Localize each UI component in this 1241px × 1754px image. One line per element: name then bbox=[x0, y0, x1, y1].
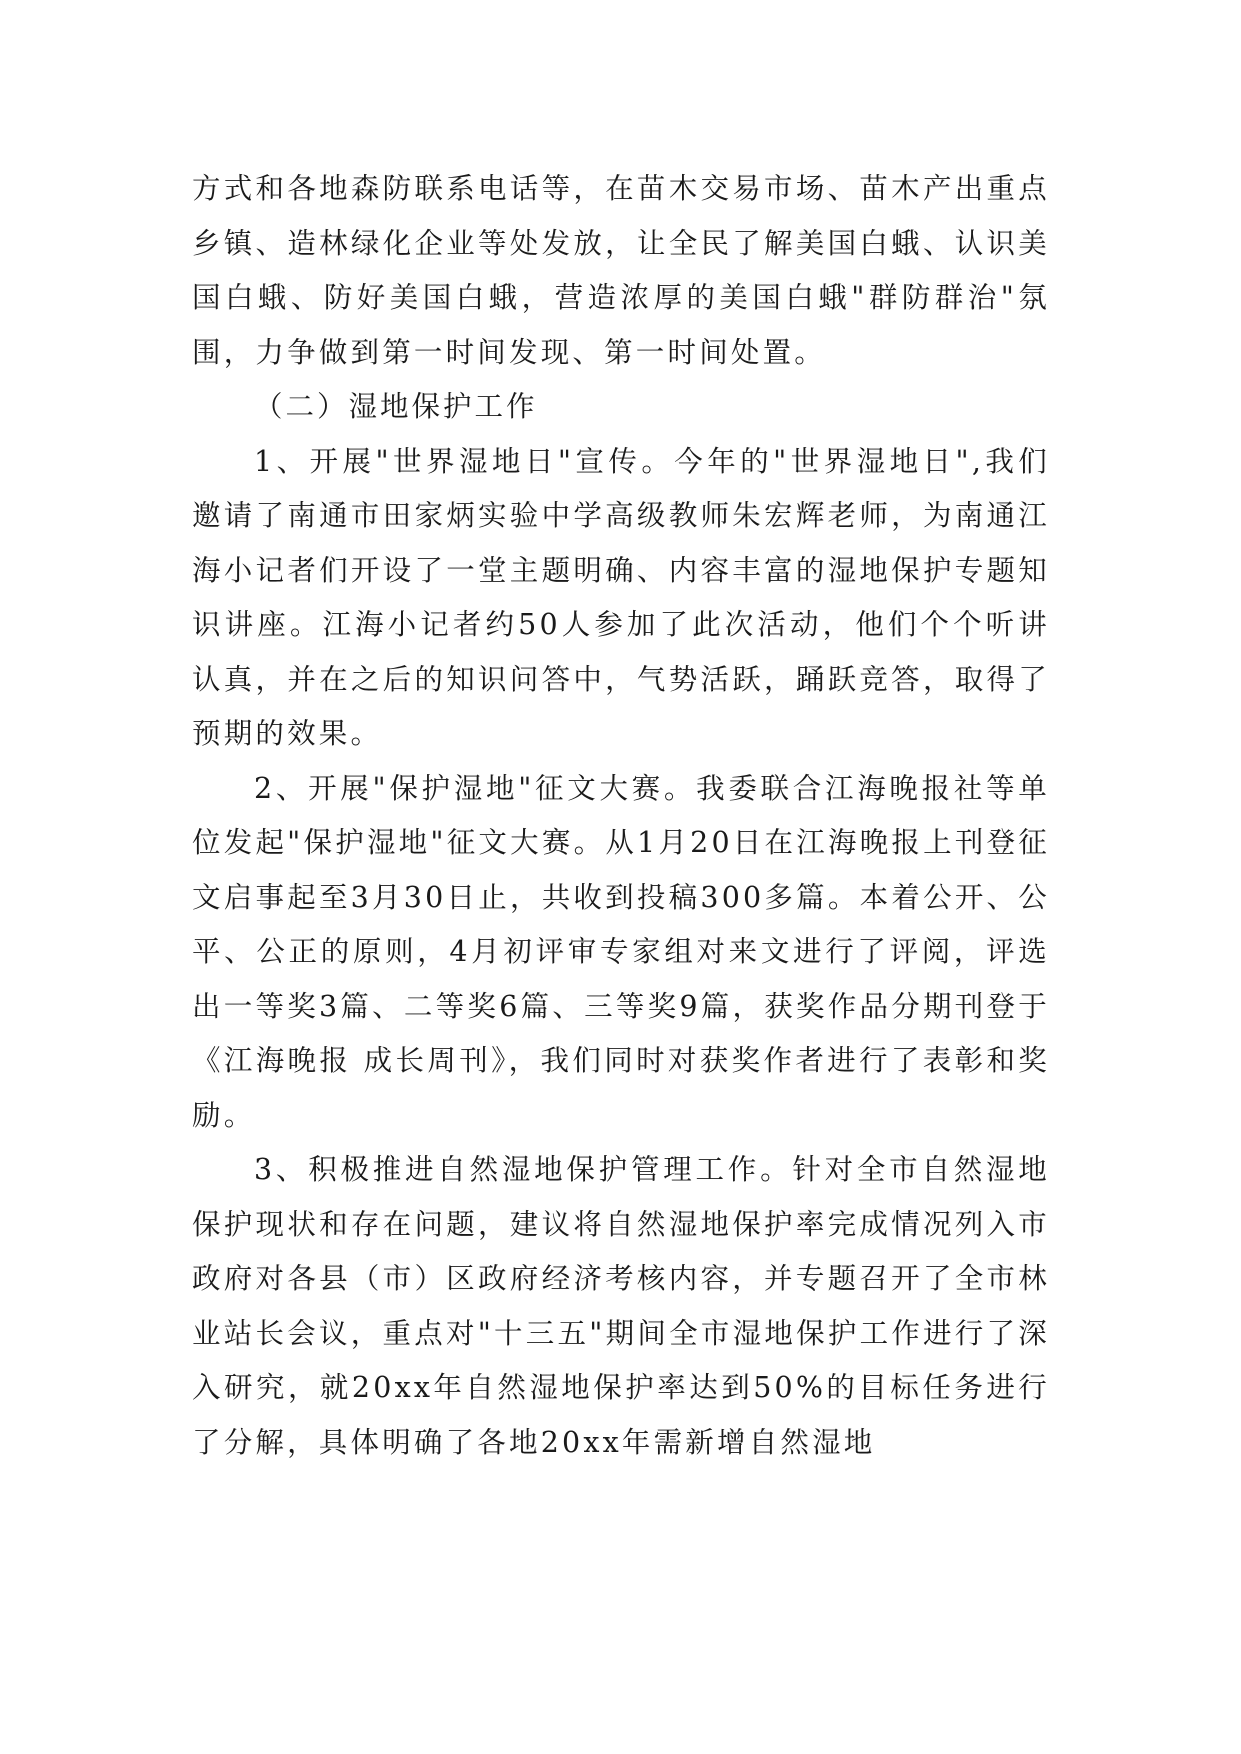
paragraph-world-wetlands-day: 1、开展"世界湿地日"宣传。今年的"世界湿地日",我们邀请了南通市田家炳实验中学高级教师朱宏辉老师，为南通江海小记者们开设了一堂主题明确、内容丰富的湿地保护专题知识讲座。江海小记者约50人参加了此次活动，他们个个听讲认真，并在之后的知识问答中，气势活跃，踊跃竞答，取得了预期的效果。 bbox=[192, 444, 1050, 750]
paragraph-continuation: 方式和各地森防联系电话等，在苗木交易市场、苗木产出重点乡镇、造林绿化企业等处发放，让全民了解美国白蛾、认识美国白蛾、防好美国白蛾，营造浓厚的美国白蛾"群防群治"氛围，力争做到第一时间发现、第一时间处置。 bbox=[192, 172, 1050, 369]
document-page bbox=[192, 162, 1050, 1470]
paragraph-wetland-management: 3、积极推进自然湿地保护管理工作。针对全市自然湿地保护现状和存在问题，建议将自然湿地保护率完成情况列入市政府对各县（市）区政府经济考核内容，并专题召开了全市林业站长会议，重点对"十三五"期间全市湿地保护工作进行了深入研究，就20xx年自然湿地保护率达到50%的目标任务进行了分解，具体明确了各地20xx年需新增自然湿地 bbox=[192, 1153, 1050, 1459]
paragraph-essay-contest: 2、开展"保护湿地"征文大赛。我委联合江海晚报社等单位发起"保护湿地"征文大赛。从1月20日在江海晚报上刊登征文启事起至3月30日止，共收到投稿300多篇。本着公开、公平、公正的原则，4月初评审专家组对来文进行了评阅，评选出一等奖3篇、二等奖6篇、三等奖9篇，获奖作品分期刊登于《江海晚报 成长周刊》，我们同时对获奖作者进行了表彰和奖励。 bbox=[192, 771, 1050, 1132]
section-heading: （二）湿地保护工作 bbox=[254, 390, 538, 423]
